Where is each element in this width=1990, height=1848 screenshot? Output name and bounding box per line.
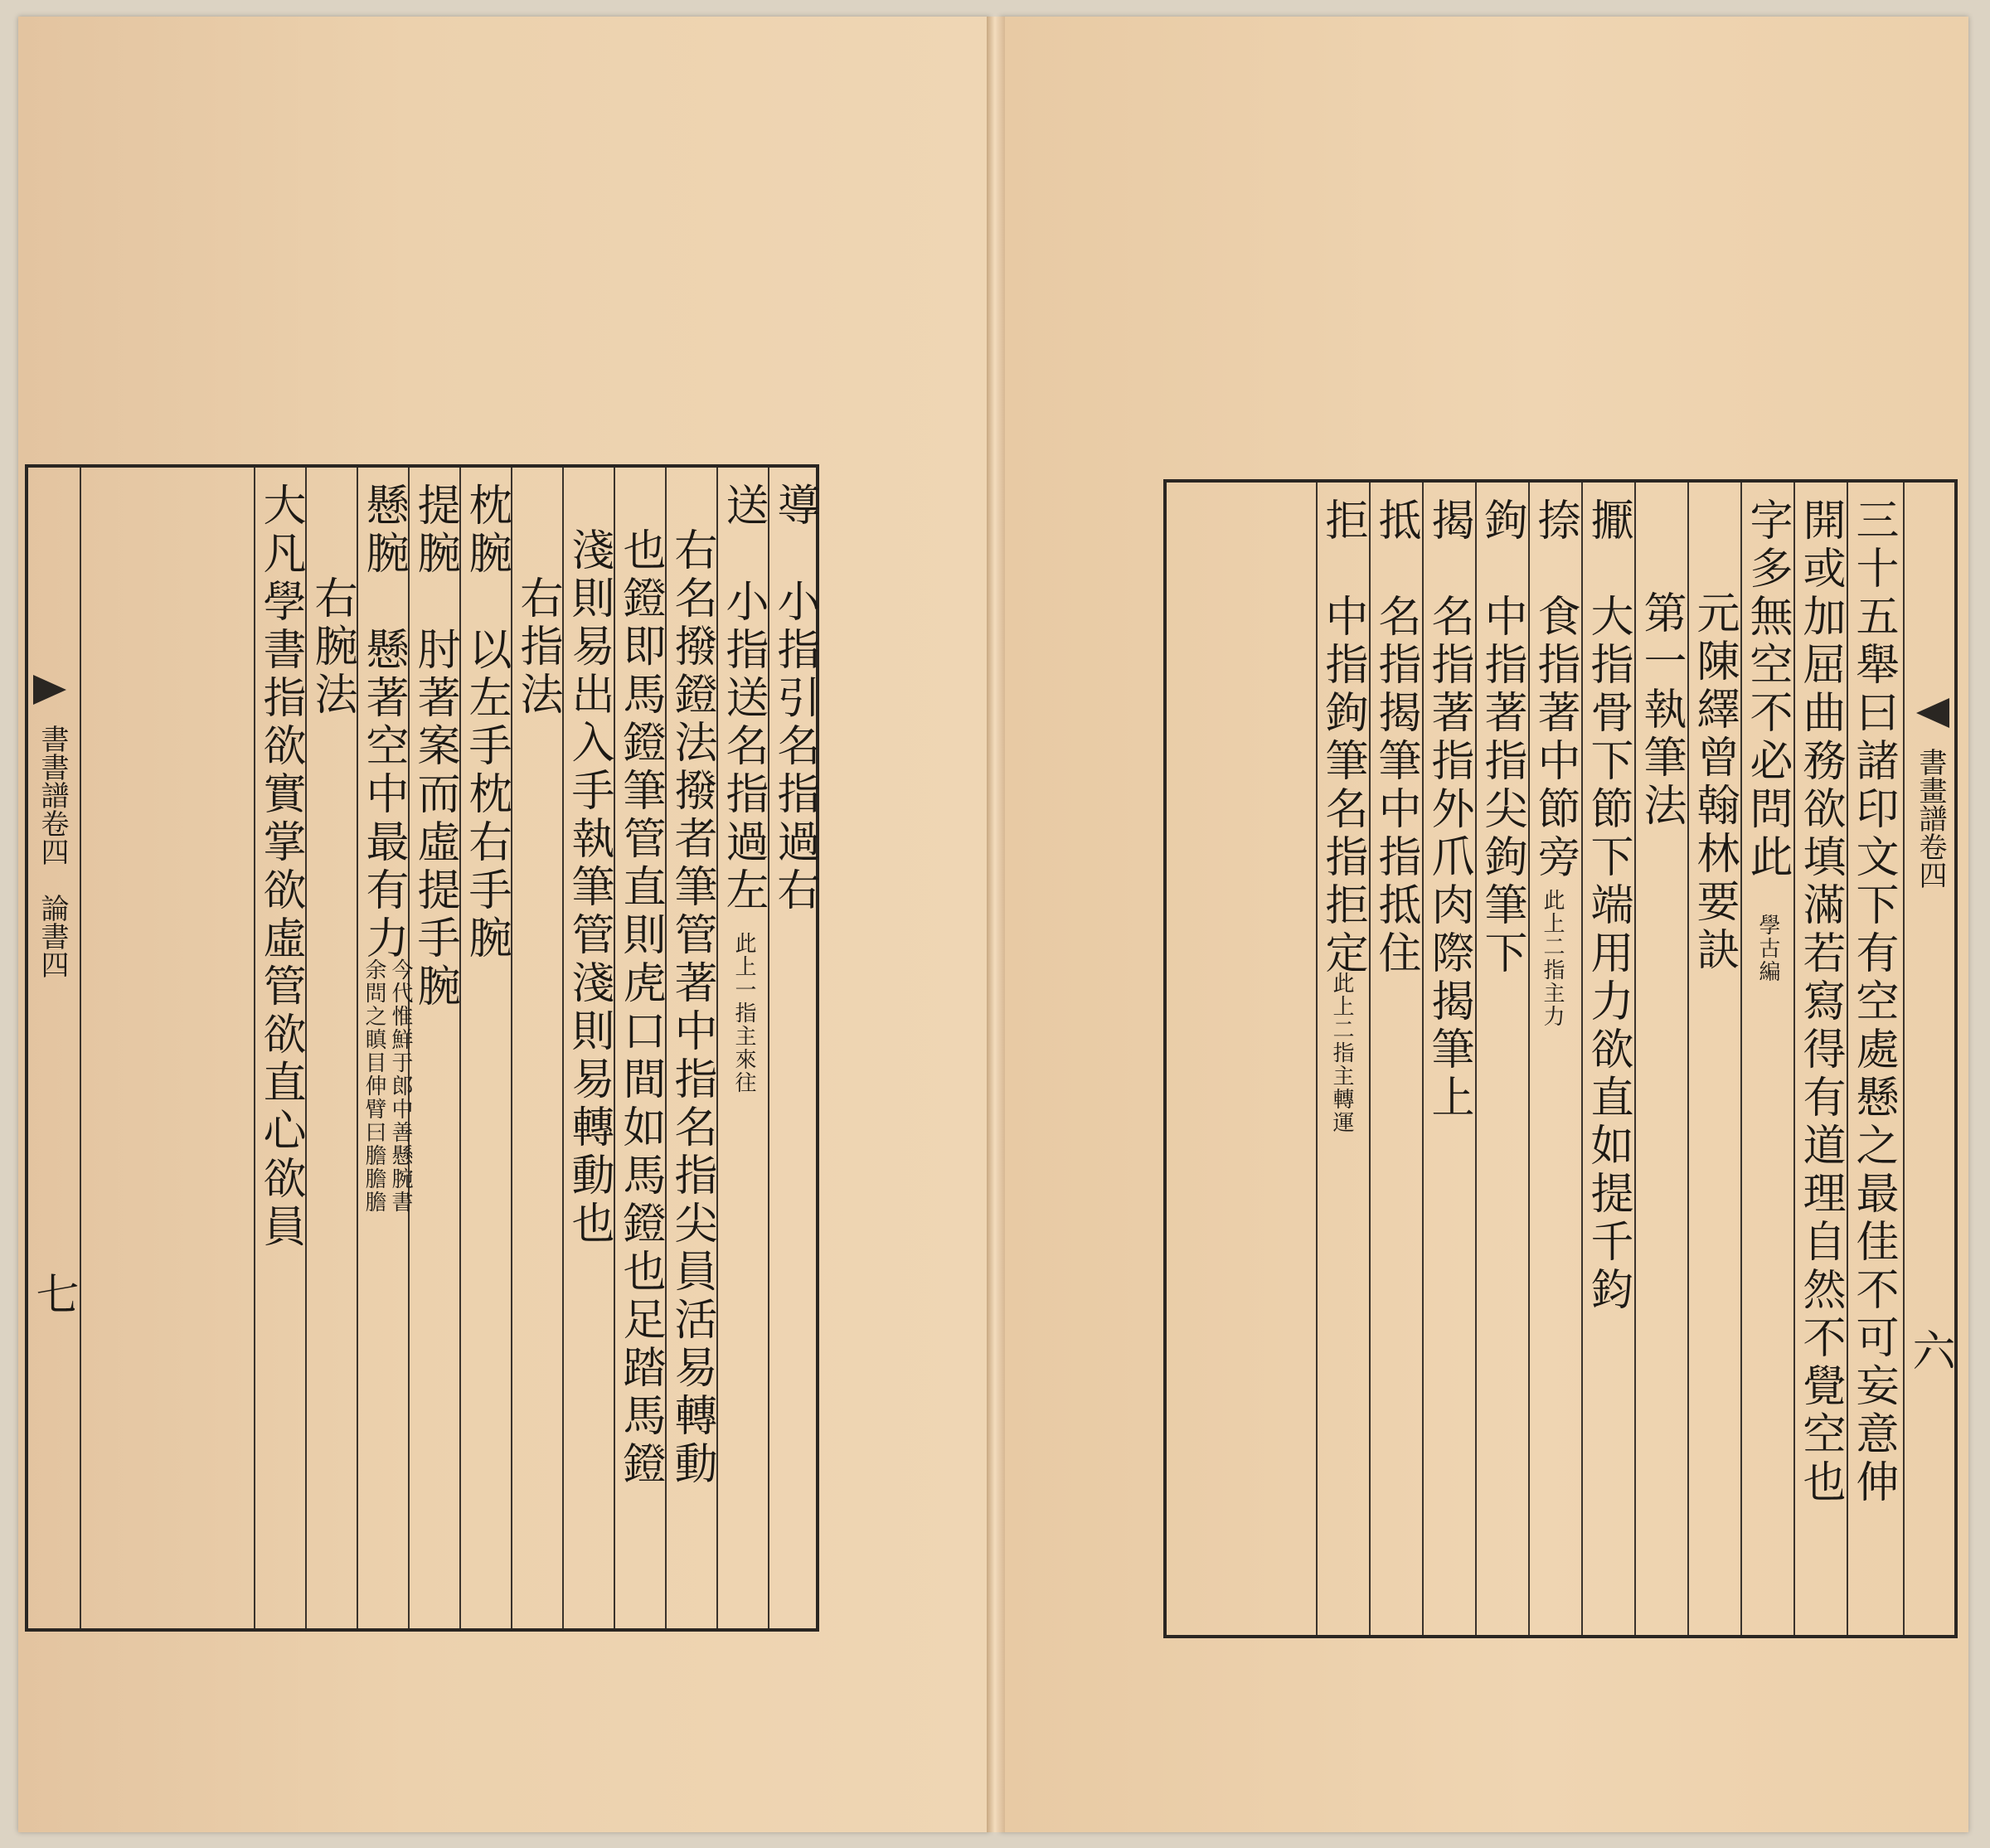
- right-col-2: 開或加屈曲務欲填滿若寫得有道理自然不覺空也: [1795, 497, 1845, 1507]
- left-col-9: 懸腕 懸著空中最有力: [358, 483, 408, 963]
- left-text-frame: [25, 464, 819, 1632]
- right-folio-number: 六: [1905, 1328, 1954, 1371]
- left-col-8: 提腕 肘著案而虛提手腕: [410, 483, 459, 1011]
- left-col-2: 送 小指送名指過左: [718, 483, 768, 915]
- left-col-6: 右指法: [512, 527, 562, 720]
- right-col-11: 拒 中指鉤筆名指拒定: [1318, 497, 1367, 978]
- right-col-1: 三十五舉曰諸印文下有空處懸之最佳不可妄意伸: [1848, 497, 1898, 1507]
- left-col-2-note: 此上一指主來往: [731, 932, 756, 1094]
- right-col-3-note: 學古編: [1755, 914, 1780, 983]
- book-gutter: [987, 17, 1005, 1832]
- right-col-6: 擫 大指骨下節下端用力欲直如提千鈞: [1583, 497, 1633, 1315]
- right-col-8: 鉤 中指著指尖鉤筆下: [1477, 497, 1526, 978]
- left-margin-title: 書書譜卷四 論書四: [36, 725, 69, 978]
- right-col-9: 揭 名指著指外爪肉際揭筆上: [1424, 497, 1473, 1123]
- right-margin-title: 書畫譜卷四: [1914, 748, 1947, 889]
- right-text-frame: [1163, 479, 1958, 1638]
- right-page-margin: [1905, 483, 1954, 1635]
- right-col-3: 字多無空不必問此: [1742, 497, 1792, 882]
- left-col-11: 大凡學書指欲實掌欲虛管欲直心欲員: [255, 483, 305, 1252]
- left-col-9-note-b: 余問之瞋目伸臂曰膽膽膽: [362, 958, 386, 1214]
- right-col-10: 抵 名指揭筆中指抵住: [1371, 497, 1420, 978]
- left-col-3: 右名撥鐙法撥者筆管著中指名指尖員活易轉動: [667, 527, 716, 1489]
- left-folio-number: 七: [28, 1272, 78, 1315]
- fishtail-mark-icon: [1916, 698, 1949, 728]
- left-col-7: 枕腕 以左手枕右手腕: [461, 483, 511, 963]
- fishtail-mark-icon: [33, 675, 66, 705]
- right-col-4: 元陳繹曾翰林要訣: [1689, 542, 1739, 975]
- right-col-7: 捺 食指著中節旁: [1530, 497, 1580, 882]
- left-col-9-note-a: 今代惟鮮于郎中善懸腕書: [388, 958, 413, 1214]
- left-page-margin: [28, 468, 78, 1628]
- left-col-10: 右腕法: [307, 527, 357, 720]
- left-col-4: 也鐙即馬鐙筆管直則虎口間如馬鐙也足踏馬鐙: [615, 527, 665, 1489]
- left-col-1: 導 小指引名指過右: [769, 483, 819, 915]
- right-col-7-note: 此上二指主力: [1540, 889, 1565, 1028]
- right-col-11-note: 此上二指主轉運: [1329, 972, 1354, 1134]
- left-col-5: 淺則易出入手執筆管淺則易轉動也: [564, 527, 614, 1249]
- right-col-5: 第一執筆法: [1636, 542, 1686, 831]
